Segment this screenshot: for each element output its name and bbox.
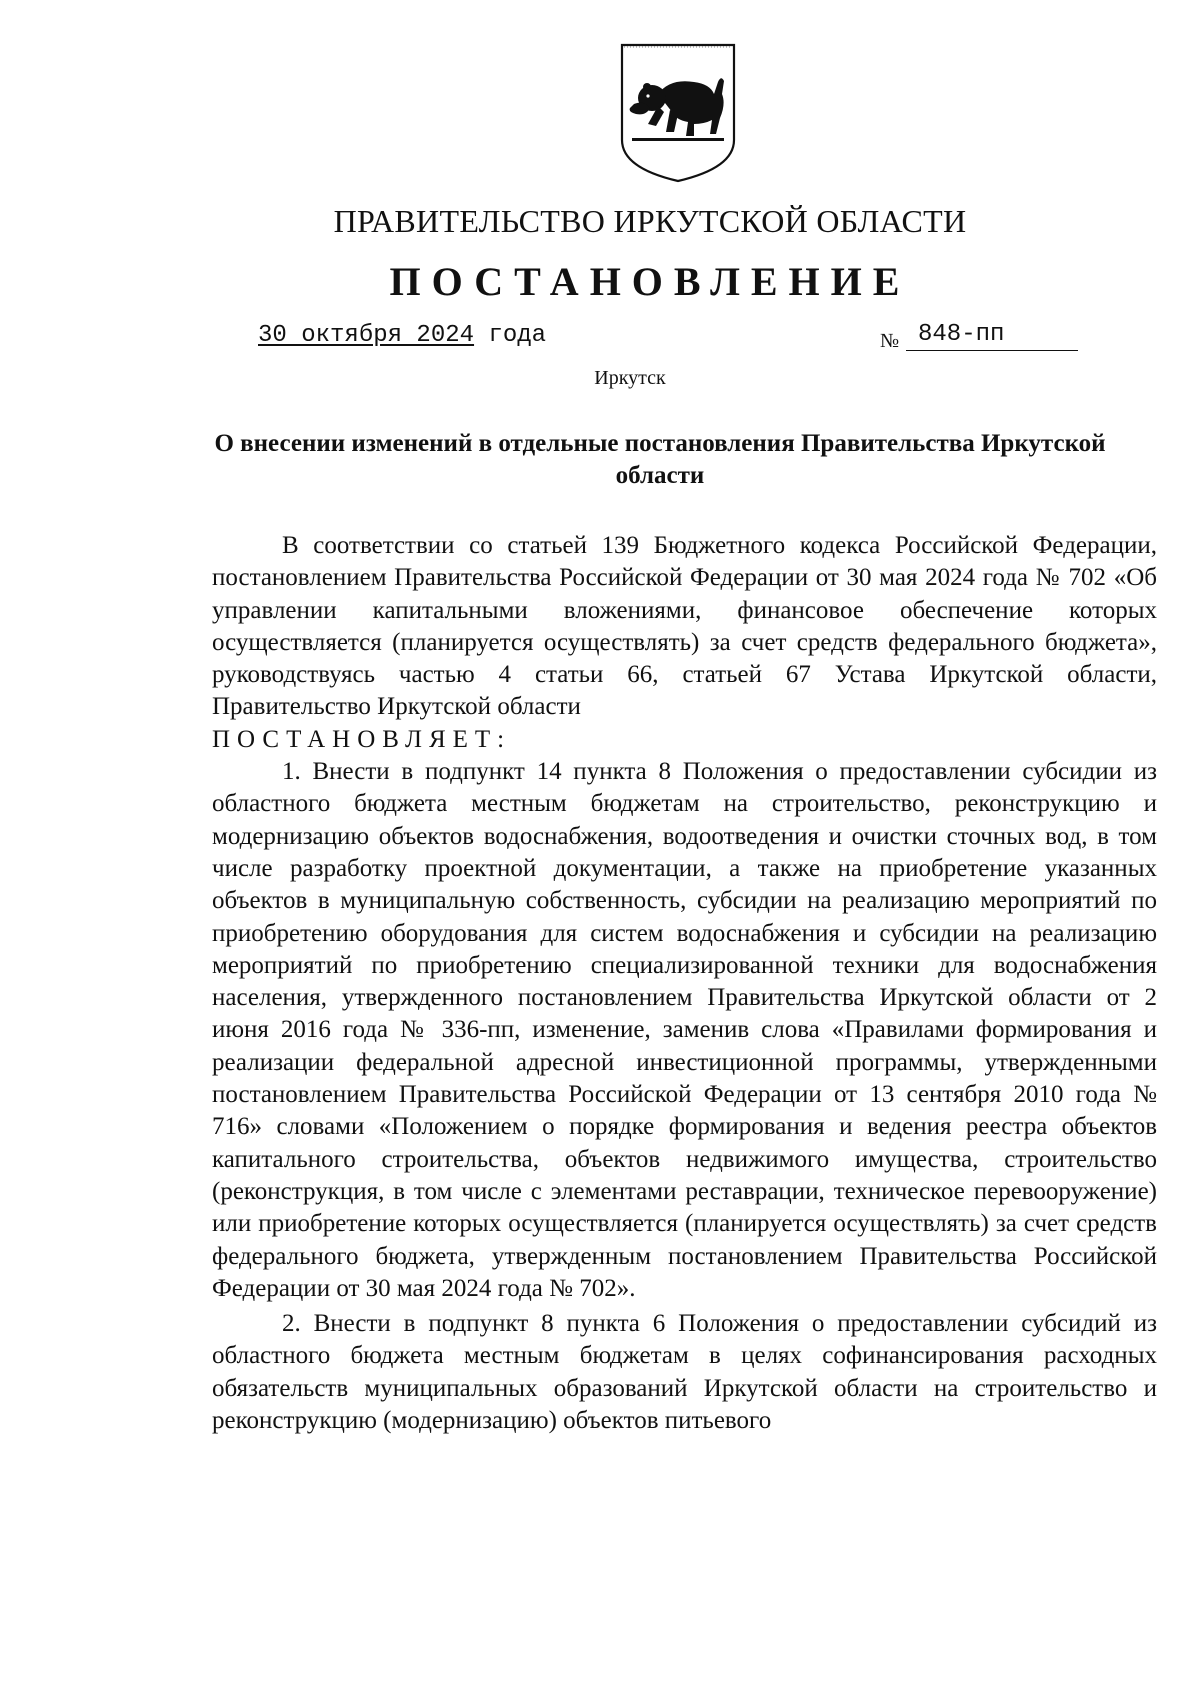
- document-body: [212, 530, 1157, 1437]
- date-suffix: года: [474, 322, 547, 349]
- document-type: ПОСТАНОВЛЕНИЕ: [389, 259, 911, 304]
- document-date: [258, 322, 546, 349]
- item-1-paragraph: 1. Внести в подпункт 14 пункта 8 Положения о предоставлении субсидии из областного бюджета местным бюджетам на строительство, реконструкцию и модернизацию объектов водоснабжения, водоотведения и очистки сточных вод, в том числе разработку проектной документации, а также на приобретение указанных объектов в муниципальную собственность, субсидии на реализацию мероприятий по приобретению оборудования для систем водоснабжения и субсидии на реализацию мероприятий по приобретению специализированной техники для водоснабжения населения, утвержденного постановлением Правительства Иркутской области от 2 июня 2016 года № 336-пп, изменение, заменив слова «Правилами формирования и реализации федеральной адресной инвестиционной программы, утвержденными постановлением Правительства Российской Федерации от 13 сентября 2010 года № 716» словами «Положением о порядке формирования и ведения реестра объектов капитального строительства, объектов недвижимого имущества, строительство (реконструкция, в том числе с элементами реставрации, техническое перевооружение) или приобретение которых осуществляется (планируется осуществлять) за счет средств федерального бюджета, утвержденным постановлением Правительства Российской Федерации от 30 мая 2024 года № 702».: [212, 758, 1157, 1302]
- date-main: 30 октября 2024: [258, 322, 475, 349]
- city-name: Иркутск: [594, 367, 666, 389]
- irkutsk-coat-of-arms-babr-icon: [618, 42, 738, 184]
- preamble-paragraph: В соответствии со статьей 139 Бюджетного кодекса Российской Федерации, постановлением Правительства Российской Федерации от 30 мая 2024 года № 702 «Об управлении капитальными вложениями, финансовое обеспечение которых осуществляется (планируется осуществлять) за счет средств федерального бюджета», руководствуясь частью 4 статьи 66, статьей 67 Устава Иркутской области, Правительство Иркутской области: [212, 532, 1157, 721]
- document-number: 848-пп: [906, 320, 1078, 351]
- government-title: ПРАВИТЕЛЬСТВО ИРКУТСКОЙ ОБЛАСТИ: [333, 203, 967, 239]
- decree-word: ПОСТАНОВЛЯЕТ:: [212, 725, 512, 753]
- document-heading: О внесении изменений в отдельные постановления Правительства Иркутской области: [214, 430, 1106, 489]
- item-2-paragraph: 2. Внести в подпункт 8 пункта 6 Положения о предоставлении субсидий из областного бюджета местным бюджетам в целях софинансирования расходных обязательств муниципальных образований Иркутской области на строительство и реконструкцию (модернизацию) объектов питьевого: [212, 1310, 1157, 1435]
- number-sign: №: [880, 330, 900, 352]
